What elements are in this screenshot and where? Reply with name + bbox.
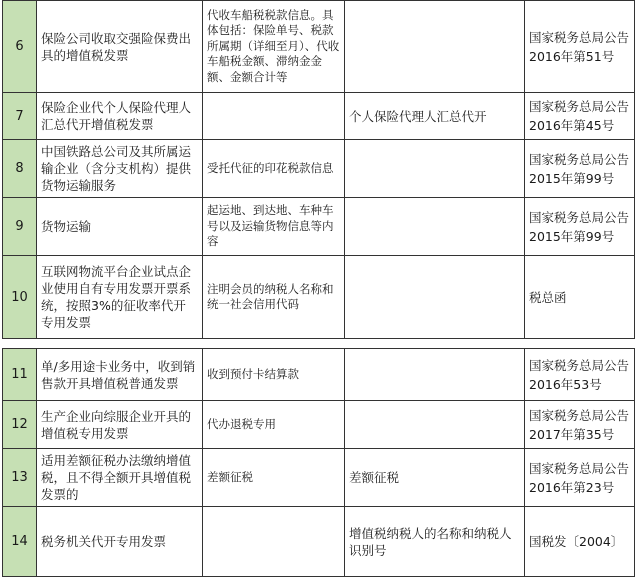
required-info-cell: 代办退税专用	[203, 401, 345, 449]
table-break	[0, 339, 636, 347]
invoice-type-cell: 单/多用途卡业务中，收到销售款开具增值税普通发票	[37, 349, 203, 401]
required-info-cell: 收到预付卡结算款	[203, 349, 345, 401]
row-number: 11	[3, 349, 37, 401]
table-row	[3, 93, 635, 140]
invoice-type-cell: 税务机关代开专用发票	[37, 507, 203, 577]
remark-cell: 增值税纳税人的名称和纳税人识别号	[345, 507, 525, 577]
remark-cell	[345, 401, 525, 449]
remark-cell: 个人保险代理人汇总代开	[345, 93, 525, 140]
reference-cell: 国家税务总局公告2016年第51号	[525, 1, 635, 93]
invoice-type-cell: 适用差额征税办法缴纳增值税，且不得全额开具增值税发票的	[37, 449, 203, 507]
required-info-cell	[203, 507, 345, 577]
invoice-type-cell: 中国铁路总公司及其所属运输企业（含分支机构）提供货物运输服务	[37, 140, 203, 198]
table-row	[3, 449, 635, 507]
remark-cell	[345, 256, 525, 339]
invoice-remarks-table-bottom	[2, 348, 635, 577]
row-number: 10	[3, 256, 37, 339]
reference-cell: 国家税务总局公告2016年第23号	[525, 449, 635, 507]
reference-cell: 国税发〔2004〕	[525, 507, 635, 577]
invoice-type-cell: 保险企业代个人保险代理人汇总代开增值税发票	[37, 93, 203, 140]
required-info-cell: 受托代征的印花税款信息	[203, 140, 345, 198]
table-row	[3, 507, 635, 577]
row-number: 9	[3, 198, 37, 256]
invoice-type-cell: 生产企业向综服企业开具的增值税专用发票	[37, 401, 203, 449]
row-number: 7	[3, 93, 37, 140]
row-number: 8	[3, 140, 37, 198]
row-number: 14	[3, 507, 37, 577]
reference-cell: 国家税务总局公告2015年第99号	[525, 140, 635, 198]
required-info-cell: 注明会员的纳税人名称和统一社会信用代码	[203, 256, 345, 339]
remark-cell	[345, 349, 525, 401]
row-number: 6	[3, 1, 37, 93]
reference-cell: 国家税务总局公告2017年第35号	[525, 401, 635, 449]
invoice-remarks-table-top	[2, 0, 635, 339]
table-row	[3, 256, 635, 339]
remark-cell	[345, 140, 525, 198]
table-row	[3, 401, 635, 449]
table-row	[3, 349, 635, 401]
remark-cell	[345, 198, 525, 256]
required-info-cell: 差额征税	[203, 449, 345, 507]
reference-cell: 国家税务总局公告2015年第99号	[525, 198, 635, 256]
required-info-cell: 起运地、到达地、车种车号以及运输货物信息等内容	[203, 198, 345, 256]
required-info-cell: 代收车船税税款信息。具体包括：保险单号、税款所属期（详细至月）、代收车船税金额、滞纳金金额、金额合计等	[203, 1, 345, 93]
table-row	[3, 198, 635, 256]
reference-cell: 国家税务总局公告2016年第45号	[525, 93, 635, 140]
remark-cell: 差额征税	[345, 449, 525, 507]
table-row	[3, 1, 635, 93]
row-number: 13	[3, 449, 37, 507]
invoice-type-cell: 互联网物流平台企业试点企业使用自有专用发票开票系统，按照3%的征收率代开专用发票	[37, 256, 203, 339]
reference-cell: 国家税务总局公告2016年53号	[525, 349, 635, 401]
invoice-type-cell: 保险公司收取交强险保费出具的增值税发票	[37, 1, 203, 93]
row-number: 12	[3, 401, 37, 449]
reference-cell: 税总函	[525, 256, 635, 339]
table-row	[3, 140, 635, 198]
required-info-cell	[203, 93, 345, 140]
remark-cell	[345, 1, 525, 93]
invoice-type-cell: 货物运输	[37, 198, 203, 256]
